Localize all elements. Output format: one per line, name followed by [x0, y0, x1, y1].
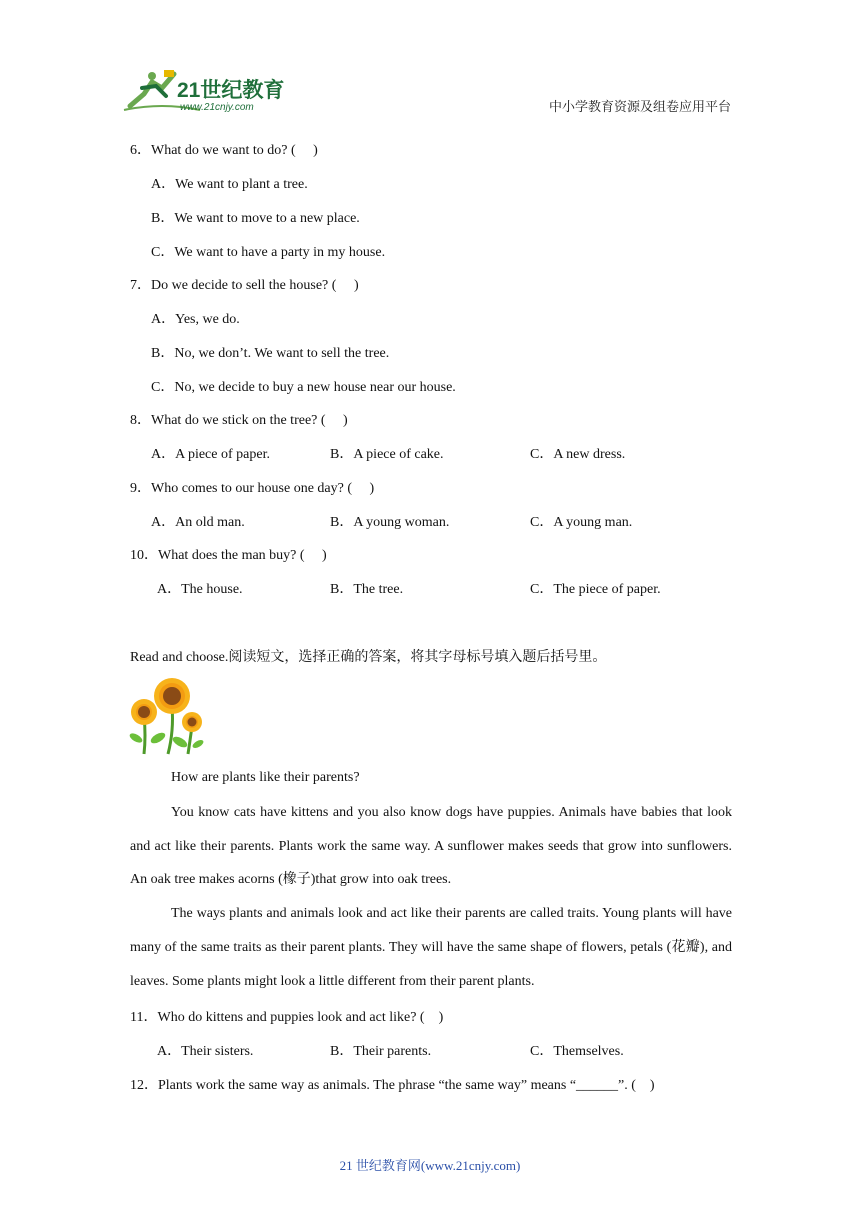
question-8-option-c: C．A new dress.: [530, 447, 626, 462]
question-9-option-c: C．A young man.: [530, 515, 633, 530]
question-9-option-b: B．A young woman.: [330, 515, 450, 530]
question-10-stem: 10．What does the man buy? ( ): [130, 548, 327, 563]
page-footer: 21 世纪教育网(www.21cnjy.com): [339, 1158, 521, 1173]
header-platform-text: 中小学教育资源及组卷应用平台: [549, 99, 732, 114]
question-8-stem: 8．What do we stick on the tree? ( ): [130, 413, 348, 428]
question-8-option-a: A．A piece of paper.: [151, 447, 270, 462]
question-6-stem: 6．What do we want to do? ( ): [130, 143, 318, 158]
sunflowers-image: [128, 676, 206, 756]
question-11-stem: 11．Who do kittens and puppies look and act like? ( ): [130, 1010, 444, 1025]
question-9-stem: 9．Who comes to our house one day? ( ): [130, 481, 375, 496]
section-instruction: Read and choose.阅读短文，选择正确的答案，将其字母标号填入题后括号里。: [130, 650, 607, 665]
question-7-option-c: C．No, we decide to buy a new house near our house.: [151, 380, 456, 395]
question-11-option-c: C．Themselves.: [530, 1044, 624, 1059]
question-6-option-a: A．We want to plant a tree.: [151, 177, 308, 192]
question-6-option-b: B．We want to move to a new place.: [151, 211, 360, 226]
svg-text:www.21cnjy.com: www.21cnjy.com: [180, 102, 254, 113]
question-11-option-a: A．Their sisters.: [157, 1044, 254, 1059]
passage-title: How are plants like their parents?: [171, 770, 360, 785]
question-7-stem: 7．Do we decide to sell the house? ( ): [130, 278, 359, 293]
passage-paragraph-2: The ways plants and animals look and act like their parents are called traits. Young plants will have many of the same traits as their parent plants. They will have the same shape of flowers, petals (花瓣), and leaves. Some plants might look a little different from their parent plants.: [130, 906, 732, 989]
question-6-option-c: C．We want to have a party in my house.: [151, 245, 386, 260]
passage-body: [130, 796, 732, 998]
question-9-option-a: A．An old man.: [151, 515, 245, 530]
site-logo: [122, 66, 292, 114]
question-12-stem: 12．Plants work the same way as animals. The phrase “the same way” means “______”. ( ): [130, 1078, 655, 1093]
question-11-option-b: B．Their parents.: [330, 1044, 432, 1059]
svg-text:21世纪教育: 21世纪教育: [177, 79, 285, 102]
question-7-option-a: A．Yes, we do.: [151, 312, 240, 327]
question-10-option-c: C．The piece of paper.: [530, 582, 661, 597]
question-10-option-b: B．The tree.: [330, 582, 404, 597]
question-8-option-b: B．A piece of cake.: [330, 447, 444, 462]
question-7-option-b: B．No, we don’t. We want to sell the tree.: [151, 346, 390, 361]
question-10-option-a: A．The house.: [157, 582, 243, 597]
passage-paragraph-1: You know cats have kittens and you also know dogs have puppies. Animals have babies that look and act like their parents. Plants work the same way. A sunflower makes seeds that grow into sunflowers. An oak tree makes acorns (橡子)that grow into oak trees.: [130, 805, 732, 888]
